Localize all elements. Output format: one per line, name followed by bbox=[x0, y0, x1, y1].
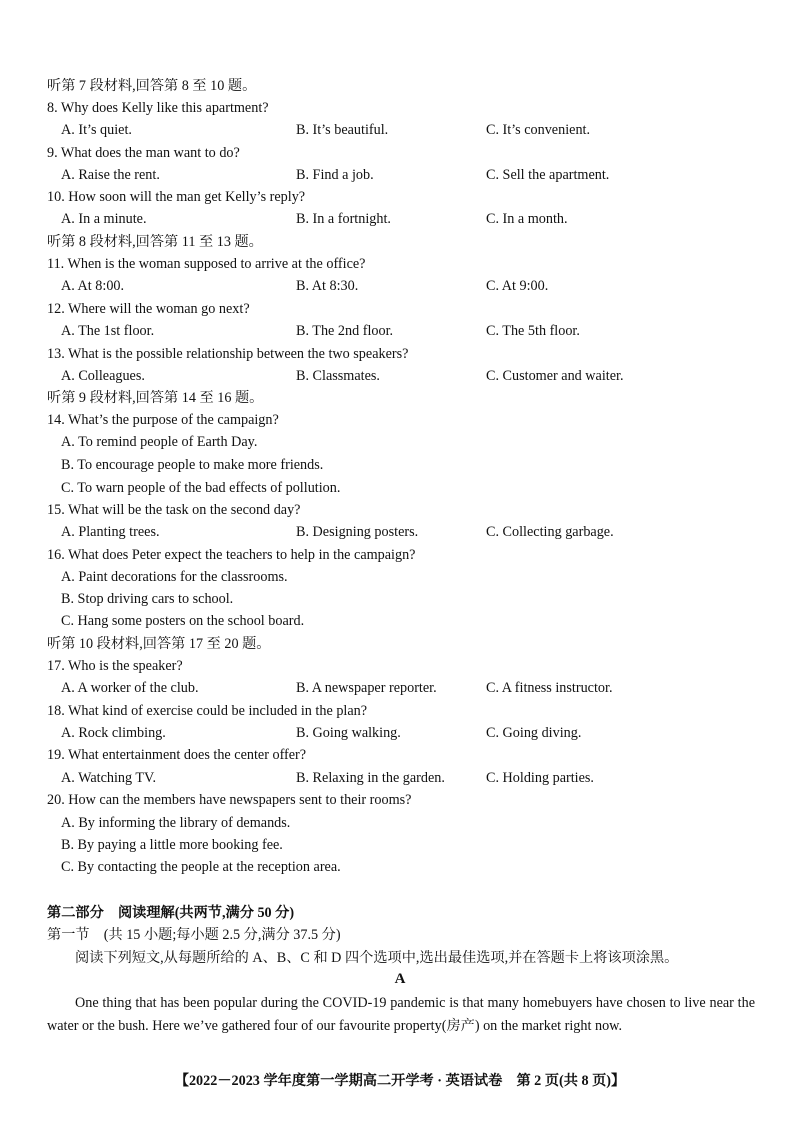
passage-text: One thing that has been popular during the COVID-19 pandemic is that many homebuyers have chosen to live near the water or the bush. Here we’ve gathered four of our favourite property(房产) on the market right now. bbox=[47, 995, 755, 1034]
q19-option-c: C. Holding parties. bbox=[486, 770, 594, 786]
q20-option-c: C. By contacting the people at the reception area. bbox=[61, 859, 341, 875]
q12-option-c: C. The 5th floor. bbox=[486, 323, 580, 339]
section-heading-9: 听第 9 段材料,回答第 14 至 16 题。 bbox=[47, 390, 264, 406]
question-16: 16. What does Peter expect the teachers to help in the campaign? bbox=[47, 547, 416, 563]
q13-option-c: C. Customer and waiter. bbox=[486, 368, 624, 384]
question-14: 14. What’s the purpose of the campaign? bbox=[47, 412, 279, 428]
q15-option-a: A. Planting trees. bbox=[61, 524, 160, 540]
q19-option-b: B. Relaxing in the garden. bbox=[296, 770, 445, 786]
q8-option-b: B. It’s beautiful. bbox=[296, 122, 389, 138]
q9-option-b: B. Find a job. bbox=[296, 167, 374, 183]
q19-option-a: A. Watching TV. bbox=[61, 770, 157, 786]
question-19: 19. What entertainment does the center offer? bbox=[47, 747, 307, 763]
question-20: 20. How can the members have newspapers sent to their rooms? bbox=[47, 792, 412, 808]
q10-option-b: B. In a fortnight. bbox=[296, 211, 391, 227]
question-11: 11. When is the woman supposed to arrive at the office? bbox=[47, 256, 366, 272]
question-18: 18. What kind of exercise could be included in the plan? bbox=[47, 703, 368, 719]
q14-option-a: A. To remind people of Earth Day. bbox=[61, 434, 258, 450]
q11-option-c: C. At 9:00. bbox=[486, 278, 549, 294]
page-footer: 【2022－2023 学年度第一学期高二开学考 · 英语试卷 第 2 页(共 8 页)】 bbox=[174, 1073, 626, 1089]
q14-option-c: C. To warn people of the bad effects of pollution. bbox=[61, 480, 341, 496]
section-one-title: 第一节 (共 15 小题;每小题 2.5 分,满分 37.5 分) bbox=[47, 927, 341, 943]
question-13: 13. What is the possible relationship between the two speakers? bbox=[47, 346, 409, 362]
question-15: 15. What will be the task on the second day? bbox=[47, 502, 301, 518]
question-12: 12. Where will the woman go next? bbox=[47, 301, 250, 317]
q20-option-b: B. By paying a little more booking fee. bbox=[61, 837, 283, 853]
q8-option-c: C. It’s convenient. bbox=[486, 122, 591, 138]
q16-option-a: A. Paint decorations for the classrooms. bbox=[61, 569, 288, 585]
passage-label: A bbox=[394, 971, 406, 987]
q18-option-b: B. Going walking. bbox=[296, 725, 401, 741]
q17-option-c: C. A fitness instructor. bbox=[486, 680, 613, 696]
reading-instruction: 阅读下列短文,从每题所给的 A、B、C 和 D 四个选项中,选出最佳选项,并在答题卡上将该项涂黑。 bbox=[75, 950, 679, 966]
q16-option-b: B. Stop driving cars to school. bbox=[61, 591, 234, 607]
q9-option-a: A. Raise the rent. bbox=[61, 167, 160, 183]
question-10: 10. How soon will the man get Kelly’s reply? bbox=[47, 189, 306, 205]
q13-option-b: B. Classmates. bbox=[296, 368, 380, 384]
q20-option-a: A. By informing the library of demands. bbox=[61, 815, 291, 831]
section-heading-10: 听第 10 段材料,回答第 17 至 20 题。 bbox=[47, 636, 271, 652]
q11-option-a: A. At 8:00. bbox=[61, 278, 125, 294]
q12-option-b: B. The 2nd floor. bbox=[296, 323, 394, 339]
q14-option-b: B. To encourage people to make more friends. bbox=[61, 457, 324, 473]
q10-option-a: A. In a minute. bbox=[61, 211, 147, 227]
q13-option-a: A. Colleagues. bbox=[61, 368, 145, 384]
q18-option-c: C. Going diving. bbox=[486, 725, 582, 741]
q15-option-b: B. Designing posters. bbox=[296, 524, 419, 540]
q9-option-c: C. Sell the apartment. bbox=[486, 167, 610, 183]
q11-option-b: B. At 8:30. bbox=[296, 278, 359, 294]
question-9: 9. What does the man want to do? bbox=[47, 145, 240, 161]
section-heading-8: 听第 8 段材料,回答第 11 至 13 题。 bbox=[47, 234, 263, 250]
question-17: 17. Who is the speaker? bbox=[47, 658, 183, 674]
section-heading-7: 听第 7 段材料,回答第 8 至 10 题。 bbox=[47, 78, 257, 94]
q16-option-c: C. Hang some posters on the school board. bbox=[61, 613, 305, 629]
q8-option-a: A. It’s quiet. bbox=[61, 122, 132, 138]
q12-option-a: A. The 1st floor. bbox=[61, 323, 155, 339]
q18-option-a: A. Rock climbing. bbox=[61, 725, 166, 741]
q15-option-c: C. Collecting garbage. bbox=[486, 524, 614, 540]
q17-option-a: A. A worker of the club. bbox=[61, 680, 199, 696]
q17-option-b: B. A newspaper reporter. bbox=[296, 680, 437, 696]
q10-option-c: C. In a month. bbox=[486, 211, 568, 227]
question-8: 8. Why does Kelly like this apartment? bbox=[47, 100, 269, 116]
part-two-title: 第二部分 阅读理解(共两节,满分 50 分) bbox=[47, 905, 295, 921]
